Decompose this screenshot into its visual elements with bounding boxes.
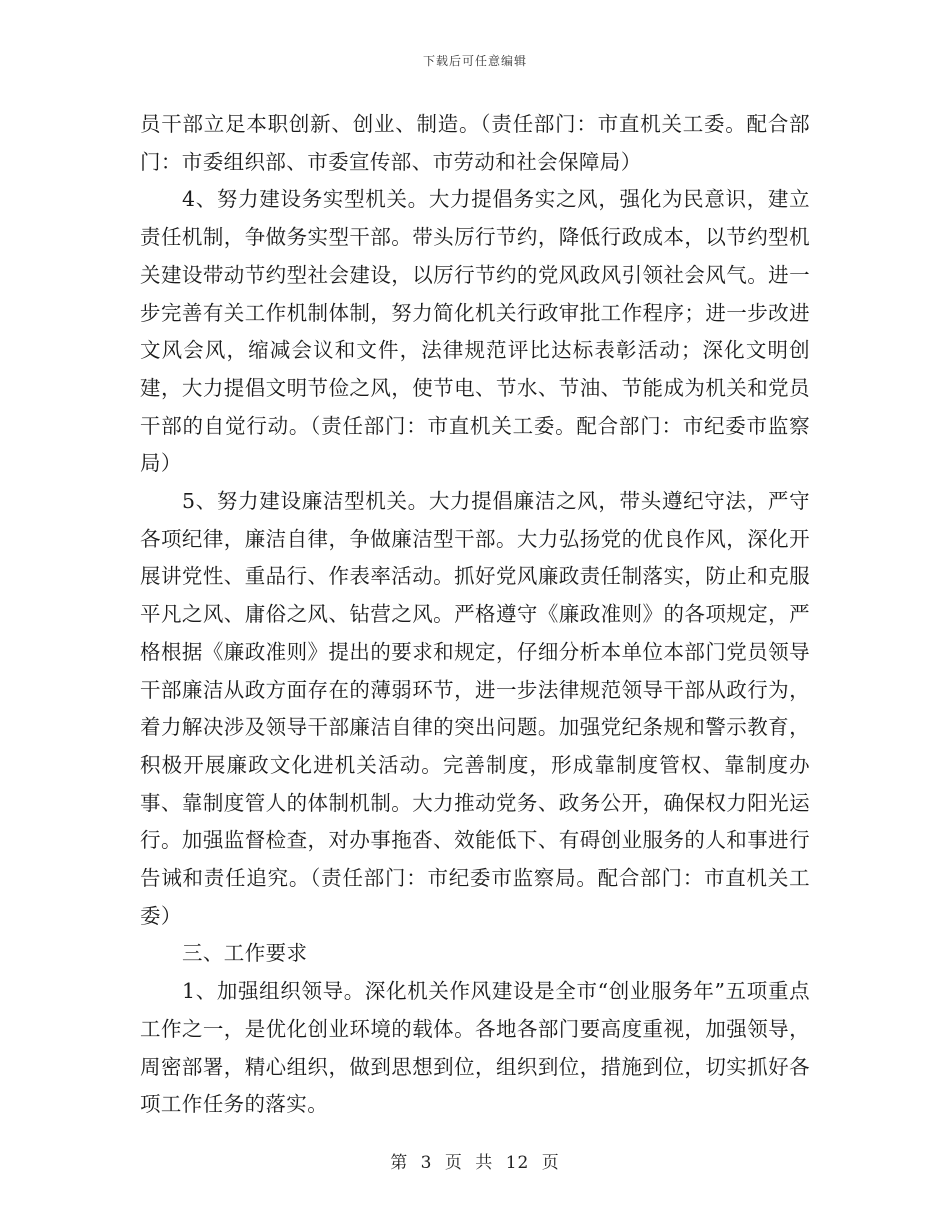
paragraph-item-5: 5、努力建设廉洁型机关。大力提倡廉洁之风，带头遵纪守法，严守各项纪律，廉洁自律，争做廉洁型干部。大力弘扬党的优良作风，深化开展讲党性、重品行、作表率活动。抓好党风廉政责任制落实，防止和克服平凡之风、庸俗之风、钻营之风。严格遵守《廉政准则》的各项规定，严格根据《廉政准则》提出的要求和规定，仔细分析本单位本部门党员领导干部廉洁从政方面存在的薄弱环节，进一步法律规范领导干部从政行为，着力解决涉及领导干部廉洁自律的突出问题。加强党纪条规和警示教育，积极开展廉政文化进机关活动。完善制度，形成靠制度管权、靠制度办事、靠制度管人的体制机制。大力推动党务、政务公开，确保权力阳光运行。加强监督检查，对办事拖沓、效能低下、有碍创业服务的人和事进行告诫和责任追究。（责任部门：市纪委市监察局。配合部门：市直机关工委） (140, 489, 810, 928)
section-heading-work-requirements: 三、工作要求 (182, 941, 308, 966)
page-footer: 第 3 页 共 12 页 (390, 1153, 560, 1173)
document-body (140, 106, 810, 1124)
paragraph-item-4: 4、努力建设务实型机关。大力提倡务实之风，强化为民意识，建立责任机制，争做务实型干部。带头厉行节约，降低行政成本，以节约型机关建设带动节约型社会建设，以厉行节约的党风政风引领社会风气。进一步完善有关工作机制体制，努力简化机关行政审批工作程序；进一步改进文风会风，缩减会议和文件，法律规范评比达标表彰活动；深化文明创建，大力提倡文明节俭之风，使节电、节水、节油、节能成为机关和党员干部的自觉行动。（责任部门：市直机关工委。配合部门：市纪委市监察局） (140, 187, 810, 476)
paragraph-item-1: 1、加强组织领导。深化机关作风建设是全市“创业服务年”五项重点工作之一，是优化创业环境的载体。各地各部门要高度重视，加强领导，周密部署，精心组织，做到思想到位，组织到位，措施到位，切实抓好各项工作任务的落实。 (140, 979, 810, 1117)
page-header: 下载后可任意编辑 (422, 54, 527, 68)
paragraph-continuation: 员干部立足本职创新、创业、制造。（责任部门：市直机关工委。配合部门：市委组织部、市委宣传部、市劳动和社会保障局） (140, 112, 810, 174)
